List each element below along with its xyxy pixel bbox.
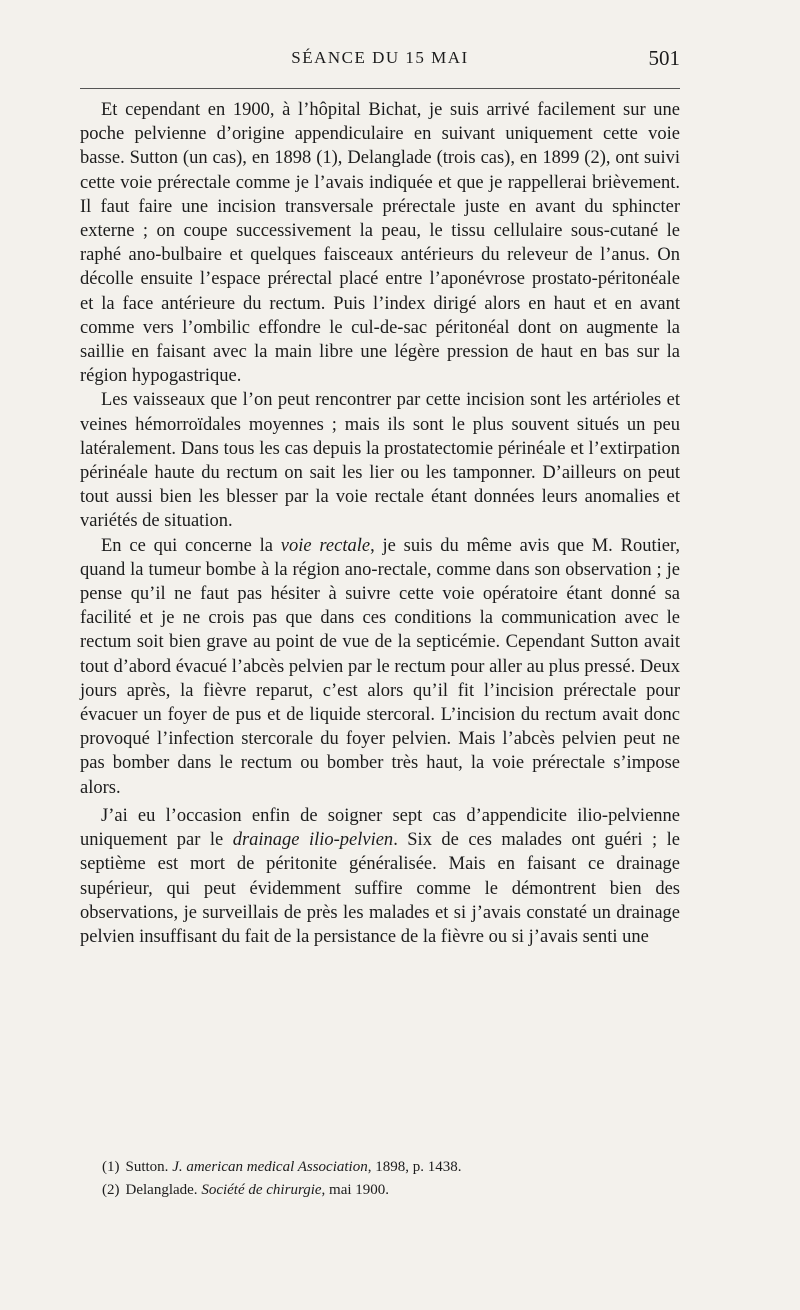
paragraph-1 [80,98,680,388]
page-number: 501 [648,46,680,70]
paragraph-4 [80,804,680,949]
footnote-2-rest: , mai 1900. [321,1182,390,1198]
footnotes [80,1156,680,1202]
paragraph-3-text-start: En ce qui concerne la [101,535,281,556]
paragraph-2 [80,388,680,533]
paragraph-4-text-end: . Six de ces malades ont guéri ; le septième est mort de péritonite généralisée. Mais en faisant ce drainage supérieur, qui peut évidemment suffire comme le démontrent bien des observations, je surveillais de près les malades et si j’avais constaté un drainage pelvien insuffisant du fait de la persistance de la fièvre ou si j’avais senti une [80,830,680,947]
footnote-2-author: Delanglade. [125,1182,202,1198]
footnote-1-author: Sutton. [125,1159,173,1175]
footnote-1-mark: (1) [102,1159,120,1175]
footnote-1 [80,1156,680,1179]
paragraph-3-emphasis: voie rectale [280,535,371,556]
paragraph-1-text: Et cependant en 1900, à l’hôpital Bichat, je suis arrivé facilement sur une poche pelvienne d’origine appendiculaire en suivant uniquement cette voie basse. Sutton (un cas), en 1898 (1), Delanglade (trois cas), en 1899 (2), ont suivi cette voie prérectale comme je l’avais indiquée et que je rappellerai brièvement. Il faut faire une incision transversale prérectale juste en avant du sphincter externe ; on coupe successivement la peau, le tissu cellulaire sous-cutané le raphé ano-bulbaire et quelques faisceaux antérieurs du releveur de l’anus. On décolle ensuite l’espace prérectal placé entre l’aponévrose prostato-péritonéale et la face antérieure du rectum. Puis l’index dirigé alors en haut et en avant comme vers l’ombilic effondre le cul-de-sac péritonéal dont on augmente la saillie en faisant avec la main libre une légère pression de haut en bas sur la région hypogastrique. [80,100,680,387]
footnote-1-source: J. american medical Association [172,1159,368,1175]
header-rule [80,88,680,89]
paragraph-3 [80,534,680,800]
running-head [80,48,680,74]
footnote-2-source: Société de chirurgie [201,1182,322,1198]
paragraph-4-emphasis: drainage ilio-pelvien [232,830,394,851]
body-text [80,98,680,949]
paragraph-2-text: Les vaisseaux que l’on peut rencontrer par cette incision sont les artérioles et veines hémorroïdales moyennes ; mais ils sont le plus souvent situés un peu latéralement. Dans tous les cas depuis la prostatectomie périnéale et l’extirpation périnéale haute du rectum on sait les lier ou les tamponner. D’ailleurs on peut tout aussi bien les blesser par la voie rectale étant données leurs anomalies et variétés de situation. [80,390,680,532]
footnote-2 [80,1179,680,1202]
paragraph-4-text-start: J’ai eu l’occasion enfin de soigner sept cas d’appendicite ilio-pelvienne uniquement par le [80,805,680,851]
running-head-title: SÉANCE DU 15 MAI [291,48,469,67]
paragraph-3-text-end: , je suis du même avis que M. Routier, quand la tumeur bombe à la région ano-rectale, comme dans son observation ; je pense qu’il ne faut pas hésiter à suivre cette voie opératoire étant donné sa facilité et je ne crois pas que dans ces conditions la communication avec le rectum soit bien grave au point de vue de la septicémie. Cependant Sutton avait tout d’abord évacué l’abcès pelvien par le rectum pour aller au plus pressé. Deux jours après, la fièvre reparut, c’est alors qu’il fit l’incision prérectale pour évacuer un foyer de pus et de liquide stercoral. L’incision du rectum avait donc provoqué l’infection stercorale du foyer pelvien. Mais l’abcès pelvien peut ne pas bomber dans le rectum ou bomber très haut, la voie prérectale s’impose alors. [80,535,680,798]
footnote-1-rest: , 1898, p. 1438. [367,1159,462,1175]
footnote-2-mark: (2) [102,1182,120,1198]
